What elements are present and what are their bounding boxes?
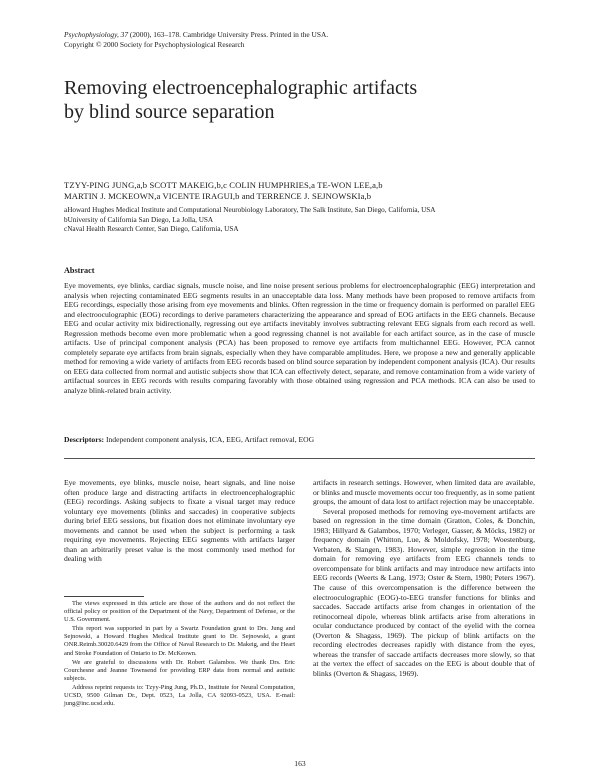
abstract-text: Eye movements, eye blinks, cardiac signals, muscle noise, and line noise present serious problems for electroencephalographic (EEG) interpretation and analysis when rejecting contaminated EEG segments results in an unacceptable data loss. Many methods have been proposed to remove artifacts from EEG recordings, especially those arising from eye movements and blinks. Often regression in the time or frequency domain is performed on parallel EEG and electrooculographic (EOG) recordings to derive parameters characterizing the appearance and spread of EOG artifacts in the EEG channels. Because EEG and ocular activity mix bidirectionally, regressing out eye artifacts inevitably involves subtracting relevant EEG signals from each record as well. Regression methods become even more problematic when a good regressing channel is not available for each artifact source, as in the case of muscle artifacts. Use of principal component analysis (PCA) has been proposed to remove eye artifacts from multichannel EEG. However, PCA cannot completely separate eye artifacts from brain signals, especially when they have comparable amplitudes. Here, we propose a new and generally applicable method for removing a wide variety of artifacts from EEG records based on blind source separation by independent component analysis (ICA). Our results on EEG data collected from normal and autistic subjects show that ICA can effectively detect, separate, and remove contamination from a wide variety of artifactual sources in EEG records with results comparing favorably with those obtained using regression and PCA methods. ICA can also be used to analyze blink-related brain activity. [64, 281, 535, 396]
citation-line [64, 30, 544, 40]
affiliation-c: cNaval Health Research Center, San Diego, California, USA [64, 225, 239, 234]
affiliation-b: bUniversity of California San Diego, La Jolla, USA [64, 215, 214, 224]
descriptors-label: Descriptors: [64, 435, 105, 444]
page-number: 163 [294, 759, 306, 768]
journal-name: Psychophysiology, 37 [64, 30, 129, 39]
footnote-divider [64, 596, 144, 597]
footnote-address: Address reprint requests to: Tzyy-Ping Jung, Ph.D., Institute for Neural Computation, UCSD, 9500 Gilman Dr., Dept. 0523, La Jolla, CA 92093-0523, USA. E-mail: jung@inc.ucsd.edu. [64, 683, 295, 708]
footnote-disclaimer: The views expressed in this article are those of the authors and do not reflect the official policy or position of the Department of the Navy, Department of Defense, or the U.S. Government. [64, 600, 295, 624]
body-right-paragraph-2: Several proposed methods for removing eye-movement artifacts are based on regression in the time domain (Gratton, Coles, & Donchin, 1983; Hillyard & Galambos, 1970; Verleger, Gasser, & Möcks, 1982) or frequency domain (Whitton, Lue, & Moldofsky, 1978; Woestenburg, Verbaten, & Slangen, 1983). However, simple regression in the time domain for removing eye artifacts from EEG channels tends to overcompensate for blink artifacts and may introduce new artifacts into EEG records (Weerts & Lang, 1973; Oster & Stern, 1980; Peters 1967). The cause of this overcompensation is the difference between the electrooculographic (EOG)-to-EEG transfer functions for blinks and saccades. Saccade artifacts arise from changes in orientation of the retinocorneal dipole, whereas blink artifacts arise from alterations in ocular conductance produced by contact of the eyelid with the cornea (Overton & Shagass, 1969). The pickup of blink artifacts on the recording electrodes decreases rapidly with distance from the eyes, whereas the transfer of saccade artifacts decreases more slowly, so that at the vertex the effect of saccades on the EEG is about double that of blinks (Overton & Shagass, 1969). [313, 506, 535, 678]
author-line-2: MARTIN J. MCKEOWN,a VICENTE IRAGUI,b and TERRENCE J. SEJNOWSKIa,b [64, 191, 372, 201]
section-divider [64, 458, 535, 459]
footnote-acknowledgments: We are grateful to discussions with Dr. Robert Galambos. We thank Drs. Eric Courchesne and Jeanne Townsend for providing ERP data from normal and autistic subjects. [64, 658, 295, 682]
descriptors-text: Independent component analysis, ICA, EEG, Artifact removal, EOG [104, 435, 315, 444]
copyright-line: Copyright © 2000 Society for Psychophysiological Research [64, 39, 245, 49]
citation-rest: (2000), 163–178. Cambridge University Press. Printed in the USA. [128, 30, 329, 39]
footnotes [64, 600, 295, 709]
affiliations [64, 206, 544, 235]
paper-title [64, 76, 544, 124]
author-line-1: TZYY-PING JUNG,a,b SCOTT MAKEIG,b,c COLIN HUMPHRIES,a TE-WON LEE,a,b [64, 180, 383, 190]
title-line-1: Removing electroencephalographic artifacts [64, 77, 418, 99]
abstract-heading: Abstract [64, 266, 95, 275]
affiliation-a: aHoward Hughes Medical Institute and Computational Neurobiology Laboratory, The Salk Institute, San Diego, California, USA [64, 206, 436, 214]
title-line-2: by blind source separation [64, 101, 275, 123]
body-right-paragraph-1: artifacts in research settings. However, when limited data are available, or blinks and muscle movements occur too frequently, as in some patient groups, the amount of data lost to artifact rejection may be unacceptable. [313, 478, 535, 507]
author-list [64, 180, 544, 202]
footnote-funding: This report was supported in part by a Swartz Foundation grant to Drs. Jung and Sejnowski, a Howard Hughes Medical Institute grant to Dr. Sejnowski, a grant ONR.Reimb.30020.6429 from the Office of Naval Research to Dr. Makeig, and the Heart and Stroke Foundation of Ontario to Dr. McKeown. [64, 625, 295, 657]
journal-header [64, 30, 544, 49]
body-right-column [313, 478, 535, 678]
descriptors [64, 435, 535, 445]
body-left-column: Eye movements, eye blinks, muscle noise, heart signals, and line noise often produce large and distracting artifacts in electroencephalographic (EEG) recordings. Asking subjects to fixate a visual target may reduce voluntary eye movements (blinks and saccades) in cooperative subjects during brief EEG sessions, but fixation does not eliminate involuntary eye movements and cannot be used when the subject is performing a task requiring eye movements. Rejecting EEG segments with artifacts larger than an arbitrarily preset value is the most commonly used method for dealing with [64, 478, 295, 564]
